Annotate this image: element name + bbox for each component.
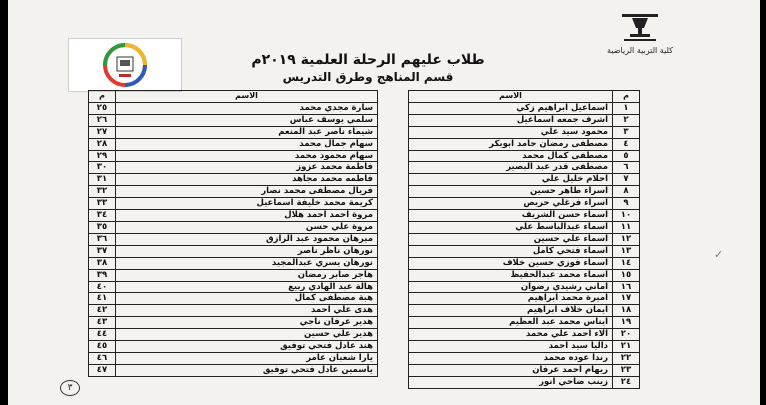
student-name: شيماء ناصر عبد المنعم (116, 126, 378, 138)
student-name: ايمان خلاف ابراهيم (409, 305, 613, 317)
row-number: ١٤ (613, 257, 640, 269)
table-row (409, 102, 640, 114)
student-name: اسراء طاهر حسين (409, 186, 613, 198)
student-name: اشرف جمعه اسماعيل (409, 114, 613, 126)
row-number: ٩ (613, 198, 640, 210)
row-number: ٥ (613, 150, 640, 162)
row-number: ٢٥ (89, 102, 116, 114)
student-name: اميرة محمد ابراهيم (409, 293, 613, 305)
student-name: مروة احمد احمد هلال (116, 210, 378, 222)
student-name: اسماء فتحي كامل (409, 245, 613, 257)
row-number: ٣٤ (89, 210, 116, 222)
student-name: الاء احمد علي محمد (409, 329, 613, 341)
university-logo (68, 38, 182, 92)
table-row (89, 329, 378, 341)
row-number: ٤٦ (89, 352, 116, 364)
student-name: فريال مصطفى محمد نصار (116, 186, 378, 198)
row-number: ٣٦ (89, 233, 116, 245)
student-name: هدى علي احمد (116, 305, 378, 317)
table-row (409, 245, 640, 257)
department-subtitle: قسم المناهج وطرق التدريس (282, 70, 454, 84)
student-name: اسماء فوزي حسين خلاف (409, 257, 613, 269)
student-name: اسماء محمد عبدالحفيظ (409, 269, 613, 281)
row-number: ٤١ (89, 293, 116, 305)
student-name: ريهام احمد عرفان (409, 364, 613, 376)
student-name: احلام خليل علي (409, 174, 613, 186)
document-page (8, 0, 760, 405)
students-table-left (88, 90, 378, 377)
row-number: ١ (613, 102, 640, 114)
table-row (409, 269, 640, 281)
row-number: ٣ (613, 126, 640, 138)
student-name: سهام محمود محمد (116, 150, 378, 162)
table-row (409, 257, 640, 269)
student-name: نورهان يسري عبدالمجيد (116, 257, 378, 269)
table-row (89, 305, 378, 317)
student-name: هاجر صابر رمضان (116, 269, 378, 281)
table-row (409, 341, 640, 353)
student-name: سارة مجدي محمد (116, 102, 378, 114)
student-name: ياسمين عادل فتحي توفيق (116, 364, 378, 376)
student-name: اسماعيل ابراهيم زكي (409, 102, 613, 114)
row-number: ٢٩ (89, 150, 116, 162)
faculty-label: كلية التربية الرياضية (607, 46, 673, 55)
page-number: ٣ (60, 380, 80, 396)
row-number: ٧ (613, 174, 640, 186)
student-name: محمود سيد علي (409, 126, 613, 138)
row-number: ٤٥ (89, 341, 116, 353)
student-name: سلمي يوسف عباس (116, 114, 378, 126)
student-name: ميرهان محمود عبد الرازق (116, 233, 378, 245)
student-name: ايناس محمد عبد العظيم (409, 317, 613, 329)
student-name: هدير علي حسين (116, 329, 378, 341)
table-row (409, 233, 640, 245)
row-number: ١٣ (613, 245, 640, 257)
table-row (89, 150, 378, 162)
student-name: فاطمه محمد مجاهد (116, 174, 378, 186)
student-name: اماني رشيدي رضوان (409, 281, 613, 293)
table-row (89, 364, 378, 376)
row-number: ٤٣ (89, 317, 116, 329)
table-row (89, 210, 378, 222)
row-number: ١٠ (613, 210, 640, 222)
row-number: ٤٠ (89, 281, 116, 293)
row-number: ١٢ (613, 233, 640, 245)
table-row (409, 174, 640, 186)
student-name: زينب ضاحي انور (409, 376, 613, 388)
table-row (409, 138, 640, 150)
row-number: ٦ (613, 162, 640, 174)
row-number: ١٧ (613, 293, 640, 305)
student-name: هبة مصطفى كمال (116, 293, 378, 305)
row-number: ١٩ (613, 317, 640, 329)
table-header-row (409, 91, 640, 103)
table-row (89, 102, 378, 114)
student-name: هند عادل فتحي توفيق (116, 341, 378, 353)
table-row (89, 352, 378, 364)
table-row (89, 233, 378, 245)
student-name: يارا شعبان عامر (116, 352, 378, 364)
table-row (409, 114, 640, 126)
row-number: ٨ (613, 186, 640, 198)
student-name: هالة عبد الهادي ربيع (116, 281, 378, 293)
table-row (89, 126, 378, 138)
table-row (89, 341, 378, 353)
student-name: فاطمة محمد عزوز (116, 162, 378, 174)
table-row (409, 364, 640, 376)
row-number: ٣٣ (89, 198, 116, 210)
row-number: ٣٧ (89, 245, 116, 257)
row-number: ٢ (613, 114, 640, 126)
column-header-number: م (89, 91, 116, 103)
row-number: ٤ (613, 138, 640, 150)
table-row (409, 162, 640, 174)
row-number: ٤٤ (89, 329, 116, 341)
table-row (409, 305, 640, 317)
page-title: طلاب عليهم الرحلة العلمية ٢٠١٩م (251, 52, 485, 68)
table-row (89, 174, 378, 186)
table-row (409, 150, 640, 162)
table-row (409, 221, 640, 233)
row-number: ٣٥ (89, 221, 116, 233)
row-number: ٢٣ (613, 364, 640, 376)
table-row (409, 317, 640, 329)
student-name: اسماء عبدالباسط علي (409, 221, 613, 233)
student-name: اسماء علي حسين (409, 233, 613, 245)
student-name: نورهان ناظر ناصر (116, 245, 378, 257)
row-number: ٢٦ (89, 114, 116, 126)
table-row (89, 281, 378, 293)
table-row (89, 245, 378, 257)
table-row (409, 376, 640, 388)
faculty-logo (594, 12, 686, 56)
row-number: ٢٧ (89, 126, 116, 138)
table-row (89, 257, 378, 269)
table-row (89, 138, 378, 150)
student-name: اسراء فرغلي حريص (409, 198, 613, 210)
student-name: مصطفى كمال محمد (409, 150, 613, 162)
students-table-right (408, 90, 640, 389)
handwritten-check-mark-icon: ✓ (714, 248, 724, 261)
table-row (89, 114, 378, 126)
row-number: ٢٢ (613, 352, 640, 364)
table-row (89, 186, 378, 198)
table-row (409, 198, 640, 210)
table-row (409, 281, 640, 293)
logo-emblem-icon (75, 42, 175, 88)
table-row (409, 210, 640, 222)
table-row (409, 352, 640, 364)
row-number: ٢١ (613, 341, 640, 353)
table-row (89, 269, 378, 281)
trophy-icon (620, 12, 660, 44)
table-row (89, 317, 378, 329)
row-number: ٤٧ (89, 364, 116, 376)
column-header-name: الاسم (409, 91, 613, 103)
student-name: اسماء حسن الشريف (409, 210, 613, 222)
row-number: ٣٢ (89, 186, 116, 198)
row-number: ٢٨ (89, 138, 116, 150)
table-row (409, 126, 640, 138)
student-name: داليا سيد احمد (409, 341, 613, 353)
student-name: هدير عرفان ناجي (116, 317, 378, 329)
column-header-number: م (613, 91, 640, 103)
student-name: مصطفى رمضان حامد ابوبكر (409, 138, 613, 150)
table-header-row (89, 91, 378, 103)
table-row (89, 293, 378, 305)
row-number: ٤٢ (89, 305, 116, 317)
row-number: ٢٠ (613, 329, 640, 341)
table-row (89, 162, 378, 174)
row-number: ٣٠ (89, 162, 116, 174)
student-name: سهام جمال محمد (116, 138, 378, 150)
row-number: ١٨ (613, 305, 640, 317)
row-number: ١٥ (613, 269, 640, 281)
table-row (409, 293, 640, 305)
row-number: ٣١ (89, 174, 116, 186)
student-name: مصطفى قدر عبد البصير (409, 162, 613, 174)
row-number: ٣٨ (89, 257, 116, 269)
table-row (409, 329, 640, 341)
row-number: ١٦ (613, 281, 640, 293)
table-row (409, 186, 640, 198)
student-name: مروة علي حسن (116, 221, 378, 233)
row-number: ٣٩ (89, 269, 116, 281)
row-number: ٢٤ (613, 376, 640, 388)
column-header-name: الاسم (116, 91, 378, 103)
table-row (89, 221, 378, 233)
student-name: رندا عوده محمد (409, 352, 613, 364)
student-name: كريمة محمد خليفة اسماعيل (116, 198, 378, 210)
row-number: ١١ (613, 221, 640, 233)
table-row (89, 198, 378, 210)
